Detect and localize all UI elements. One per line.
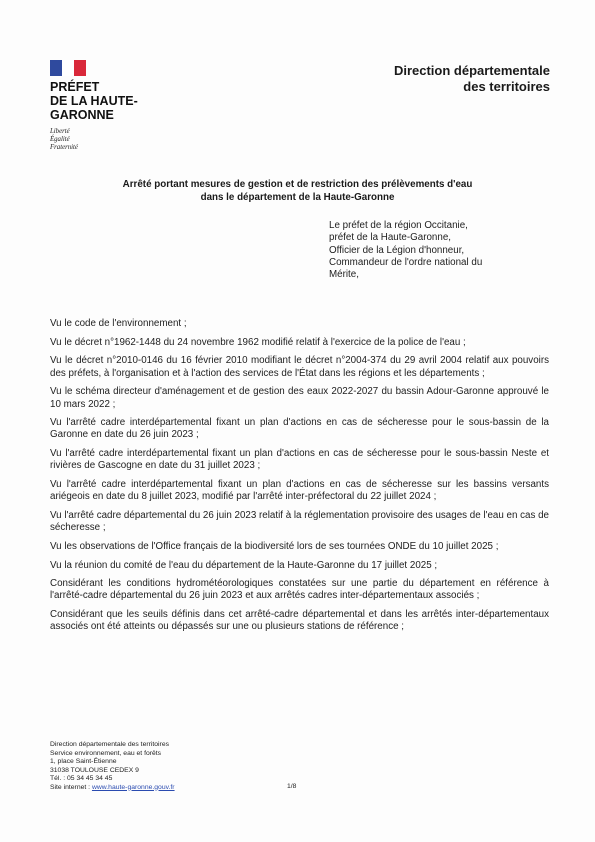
body-paragraph: Vu le décret n°1962-1448 du 24 novembre 1962 modifié relatif à l'exercice de la police de l'eau ; (50, 336, 466, 348)
prefet-logo (50, 60, 160, 153)
signatory-line: Officier de la Légion d'honneur, (329, 244, 465, 256)
prefet-name-line: DE LA HAUTE- (50, 94, 138, 108)
issuing-department-header (394, 63, 550, 95)
body-paragraph: Vu le décret n°2010-0146 du 16 février 2010 modifiant le décret n°2004-374 du 29 avril 2004 relatif aux pouvoirs des préfets, à l'organisation et à l'action des services de l'État dans les régions et les départements ; (50, 355, 549, 379)
body-paragraph: Vu l'arrêté cadre interdépartemental fixant un plan d'actions en cas de sécheresse sur les bassins versants ariégeois en date du 8 juillet 2023, modifié par l'arrêté inter-préfectoral du 22 juillet 2024 ; (50, 479, 549, 503)
signatory-line: Commandeur de l'ordre national du (329, 256, 483, 268)
body-paragraph: Vu la réunion du comité de l'eau du département de la Haute-Garonne du 17 juillet 2025 ; (50, 559, 438, 571)
footer-line: 31038 TOULOUSE CEDEX 9 (50, 766, 139, 774)
signatory-line: préfet de la Haute-Garonne, (329, 232, 451, 244)
site-label: Site internet : (50, 783, 92, 791)
body-paragraph: Vu les observations de l'Office français de la biodiversité lors de ses tournées ONDE du 10 juillet 2025 ; (50, 540, 499, 552)
header-line: Direction départementale (393, 63, 550, 78)
marianne-flag-icon (50, 60, 86, 76)
decree-title (60, 178, 535, 204)
site-link[interactable]: www.haute-garonne.gouv.fr (91, 783, 175, 791)
prefet-name-line: GARONNE (50, 108, 114, 122)
prefet-name (50, 80, 160, 122)
body-paragraph: Vu l'arrêté cadre interdépartemental fixant un plan d'actions en cas de sécheresse pour le sous-bassin Neste et rivières de Gascogne en date du 31 juillet 2023 ; (50, 448, 549, 472)
motto-line: Fraternité (50, 144, 78, 152)
footer-site-line (50, 784, 175, 793)
title-line: Arrêté portant mesures de gestion et de restriction des prélèvements d'eau (122, 179, 473, 190)
body-paragraph: Vu le schéma directeur d'aménagement et de gestion des eaux 2022-2027 du bassin Adour-Garonne approuvé le 10 mars 2022 ; (50, 386, 549, 410)
body-paragraph: Vu le code de l'environnement ; (50, 318, 187, 329)
footer-line: 1, place Saint-Étienne (50, 758, 117, 765)
motto-line: Égalité (50, 136, 70, 144)
footer-line: Tél. : 05 34 45 34 45 (50, 775, 113, 782)
title-line: dans le département de la Haute-Garonne (200, 192, 395, 203)
decree-body (50, 318, 549, 640)
body-paragraph: Vu l'arrêté cadre départemental du 26 juin 2023 relatif à la réglementation provisoire des usages de l'eau en cas de sécheresse ; (50, 509, 549, 534)
republic-motto (50, 128, 160, 153)
footer-line: Service environnement, eau et forêts (50, 749, 162, 757)
body-paragraph: Considérant les conditions hydrométéorologiques constatées sur une partie du département en référence à l'arrêté-cadre départemental du 26 juin 2023 et aux arrêtés cadres inter-départementaux associés ; (50, 578, 549, 602)
signatory-block (329, 220, 539, 281)
header-line: des territoires (463, 79, 550, 94)
signatory-line: Mérite, (329, 269, 359, 281)
signatory-line: Le préfet de la région Occitanie, (329, 220, 468, 231)
footer-address (50, 741, 175, 792)
page-number: 1/8 (287, 783, 297, 790)
motto-line: Liberté (50, 128, 70, 135)
body-paragraph: Vu l'arrêté cadre interdépartemental fixant un plan d'actions en cas de sécheresse pour le sous-bassin de la Garonne en date du 26 juin 2023 ; (50, 417, 549, 441)
body-paragraph: Considérant que les seuils définis dans cet arrêté-cadre départemental et dans les arrêtés inter-départementaux associés ont été atteints ou dépassés sur une ou plusieurs stations de référence ; (50, 609, 549, 633)
footer-line: Direction départementale des territoires (50, 741, 170, 748)
prefet-name-line: PRÉFET (50, 80, 100, 94)
